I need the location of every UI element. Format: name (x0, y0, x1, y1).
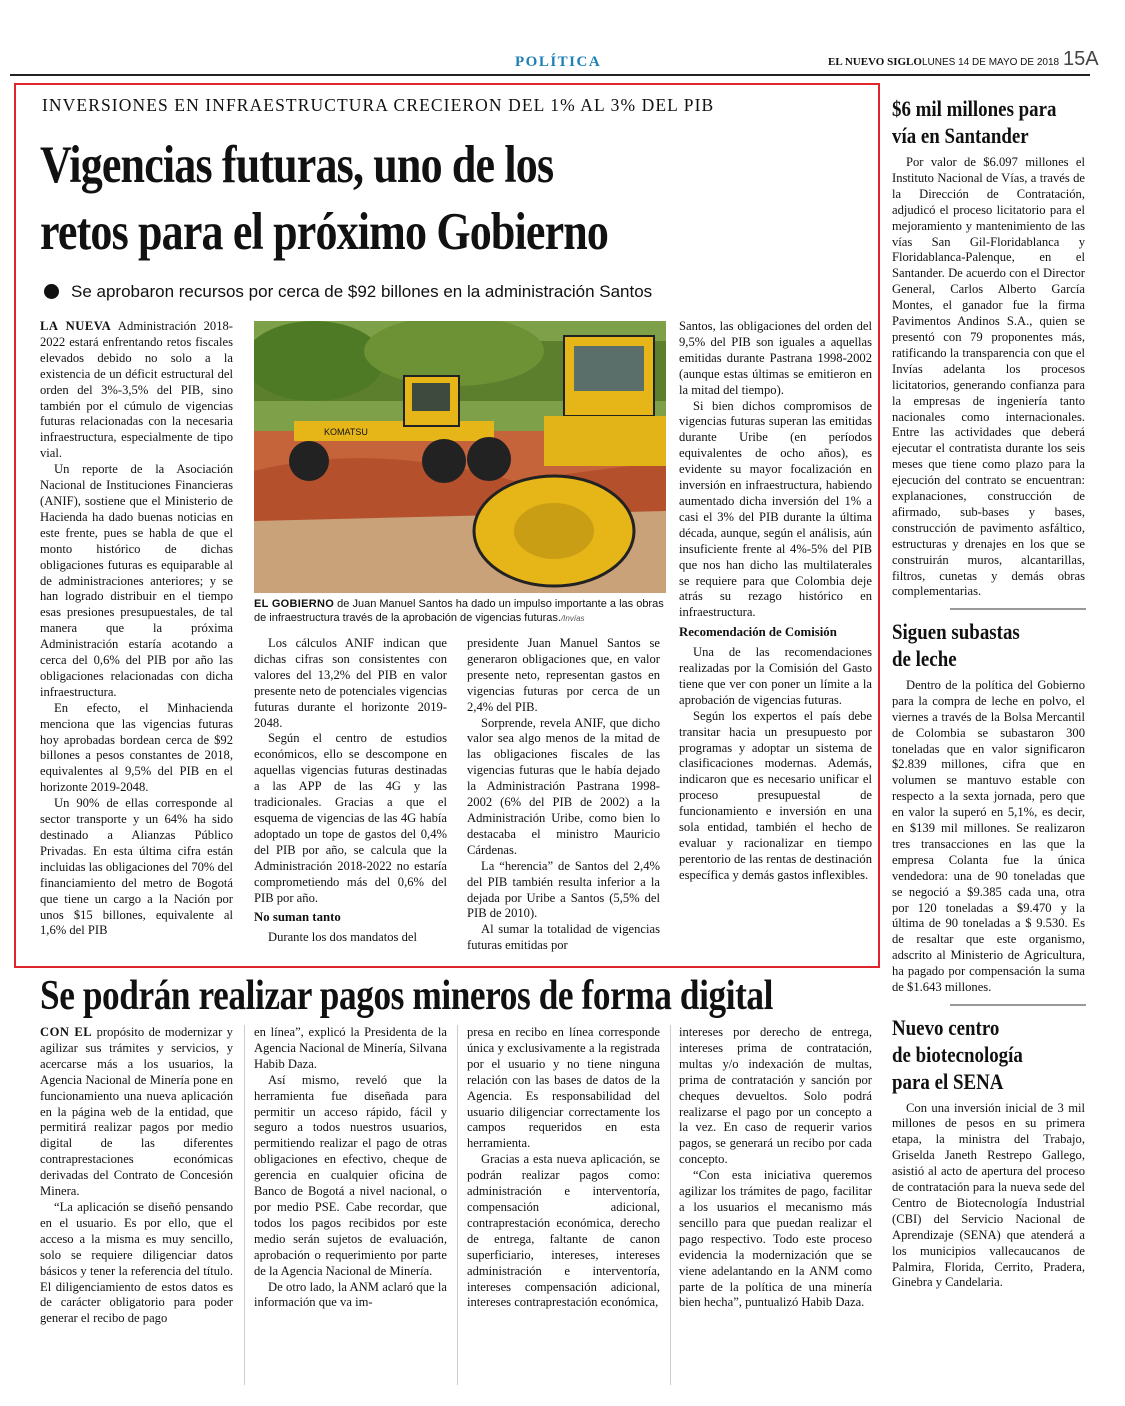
paragraph: Una de las recomendaciones realizadas por la Comisión del Gasto tiene que ver con poner un límite a la aprobación de vigencias futuras. (679, 645, 872, 707)
second-col-3 (467, 1025, 660, 1311)
sidebar-text (892, 678, 1085, 996)
sidebar-headline (892, 1014, 1060, 1095)
paragraph: La “herencia” de Santos del 2,4% del PIB también resulta inferior a la dejada por Uribe a Santos (5,5% del PIB de 2010). (467, 858, 660, 921)
headline-line: para el SENA (892, 1068, 1004, 1094)
second-col-2 (254, 1025, 447, 1311)
photo-caption (254, 597, 666, 626)
section-label: POLÍTICA (515, 54, 602, 70)
main-headline (40, 132, 721, 266)
bullet-icon (44, 284, 59, 299)
sidebar-story-sena (892, 1014, 1087, 1292)
header-rule (10, 74, 1090, 76)
main-headline-line1: Vigencias futuras, uno de los (40, 136, 554, 194)
sidebar-text (892, 155, 1085, 600)
main-col-2 (254, 636, 447, 946)
lead-in: CON EL (40, 1025, 93, 1039)
sidebar-headline (892, 95, 1060, 149)
paragraph: Los cálculos ANIF indican que dichas cifras son consistentes con valores del 13,2% del PIB en valor presente neto de potenciales vigencias futuras durante el horizonte 2019-2048. (254, 636, 447, 730)
sidebar-headline (892, 618, 1060, 672)
publication-name: EL NUEVO SIGLO (828, 56, 922, 68)
sidebar-divider (950, 608, 1086, 610)
second-col-4 (679, 1025, 872, 1311)
paragraph: “Con esta iniciativa queremos agilizar los trámites de pago, facilitar a los usuarios el mecanismo más sencillo para que puedan realizar el pago respectivo. Todo este proceso evidencia la modernización que se viene adelantando en la ANM como parte de la política de una minería bien hecha”, puntualizó Habib Daza. (679, 1168, 872, 1310)
paragraph: Al sumar la totalidad de vigencias futuras emitidas por (467, 922, 660, 953)
photo-credit: /Invías (560, 614, 585, 623)
paragraph: Durante los dos mandatos del (268, 930, 417, 945)
column-divider (244, 1025, 245, 1385)
sidebar-story-leche (892, 618, 1087, 996)
second-headline: Se podrán realizar pagos mineros de forma digital (40, 973, 774, 1019)
main-photo (254, 321, 666, 593)
paragraph: Gracias a esta nueva aplicación, se podrán realizar pagos como: administración e interventoría, compensación adicional, contraprestación económica, derecho de entrega, faltante de canon superficiario, intereses, intereses administración e interventoría, intereses compensación adicional, intereses contraprestación económica, (467, 1152, 660, 1310)
paragraph: Santos, las obligaciones del orden del 9,5% del PIB son iguales a aquellas emitidas durante Pastrana 1998-2002 (aunque estas últimas se emitieron en la mitad del tiempo). (679, 319, 872, 397)
headline-line: de biotecnología (892, 1041, 1023, 1067)
section-subhead: Recomendación de Comisión (679, 625, 837, 640)
paragraph: Con una inversión inicial de 3 mil millones de pesos en su primera etapa, la ministra del Trabajo, Griselda Janeth Restrepo Gallego, asistió al acto de apertura del proceso de contratación para la nueva sede del Centro de Biotecnología Industrial (CBI) del Servicio Nacional de Aprendizaje (SENA) que atenderá a los municipios vallecaucanos de Palmira, Florida, Cerrito, Pradera, Ginebra y Candelaria. (892, 1100, 1085, 1290)
paragraph: Sorprende, revela ANIF, que dicho valor sea algo menos de la mitad de las obligaciones fiscales de las vigencias futuras que le había dejado la Administración Pastrana 1998-2002 (6% del PIB de 2002) a la Administración Uribe, como bien lo destacaba el ministro Mauricio Cárdenas. (467, 715, 660, 857)
main-headline-line2: retos para el próximo Gobierno (40, 203, 609, 261)
section-subhead: No suman tanto (254, 910, 341, 925)
sidebar-divider (950, 1004, 1086, 1006)
paragraph: intereses por derecho de entrega, intereses prima de contratación, multas y/o indexación de multas, prima de contratación y sanción por cheques devueltos. Solo podrá realizarse el pago por un concepto a la vez. En caso de requerir varios pagos, se generará un recibo por cada concepto. (679, 1025, 872, 1167)
paragraph: presidente Juan Manuel Santos se generaron obligaciones que, en valor presente neto, representan gastos en vigencias futuras por cerca de un 2,4% del PIB. (467, 636, 660, 714)
caption-text: de Juan Manuel Santos ha dado un impulso importante a las obras de infraestructura través de la aprobación de vigencias futuras. (254, 598, 664, 624)
paragraph: Dentro de la política del Gobierno para la compra de leche en polvo, el viernes a través de la Bolsa Mercantil de Colombia se subastaron 300 toneladas que en valor significaron $2.839 millones, cifra que en volumen se mantuvo estable con respecto a la sexta jornada, pero que en valor la superó en 5,1%, es decir, en $139 mil millones. Se realizaron tres transacciones en las que la empresa Colanta fue la única vendedora: una de 90 toneladas que se negoció a $9.385 cada una, otra por 120 toneladas a $9.470 y la última de 90 toneladas a $ 9.530. Es de resaltar que este organismo, adscrito al Ministerio de Agricultura, ha pagado por compensación la suma de $1.643 millones. (892, 677, 1085, 995)
road-machinery-illustration (254, 321, 666, 593)
paragraph: Según los expertos el país debe transitar hacia un presupuesto por programas y adoptar un sistema de clasificaciones modernas. Además, indicaron que es necesario unificar el proceso presupuestal de funcionamiento e inversión en una sola entidad, también el hecho de evaluar y racionalizar en tiempo perentorio de las rentas de destinación específica y demás gastos inflexibles. (679, 708, 872, 882)
paragraph: presa en recibo en línea corresponde única y exclusivamente a la registrada por el usuario y no tiene ninguna relación con las bases de datos de la Agencia. Es responsabilidad del usuario diligenciar correctamente los campos requeridos en esta herramienta. (467, 1025, 660, 1151)
main-kicker: INVERSIONES EN INFRAESTRUCTURA CRECIERON DEL 1% AL 3% DEL PIB (42, 95, 715, 115)
main-col-4 (679, 319, 872, 884)
main-col-3 (467, 636, 660, 954)
column-divider (670, 1025, 671, 1385)
paragraph: Si bien dichos compromisos de vigencias futuras superan las emitidas durante Uribe (en períodos equivalentes de ocho años), es evidente su mayor focalización en inversión en infraestructura, habiendo aumentado dicha inversión del 1% a casi el 3% del PIB durante la última década, aunque, según el análisis, aún insuficiente frente al 4%-5% del PIB que nos han dicho las multilaterales se requiere para que Colombia deje atrás su rezago histórico en infraestructura. (679, 398, 872, 620)
machine-brand: KOMATSU (324, 427, 368, 437)
paragraph: Así mismo, reveló que la herramienta fue diseñada para permitir un acceso rápido, fácil y seguro a todos nuestros usuarios, permitiendo realizar el pago de otras obligaciones en efectivo, cheque de gerencia en cualquier oficina de Banco de Bogotá a nivel nacional, o por medio PSE. Cabe recordar, que todos los pagos recibidos por este medio serán sujetos de evaluación, aprobación o requerimiento por parte de la Agencia Nacional de Minería. (254, 1072, 447, 1278)
paragraph: Un 90% de ellas corresponde al sector transporte y un 64% ha sido destinado a Alianzas Público Privadas. En esta última cifra están incluidas las obligaciones del 70% del financiamiento del metro de Bogotá que tiene un cargo a la Nación por unos $15 billones, equivalente al 1,6% del PIB (40, 796, 233, 938)
lead-in: LA NUEVA (40, 319, 112, 333)
headline-line: vía en Santander (892, 123, 1029, 148)
paragraph: En efecto, el Minhacienda menciona que las vigencias futuras hoy aprobadas bordean cerca de $92 billones a pesos constantes de 2018, equivalentes al 9,5% del PIB en el horizonte 2019-2048. (40, 700, 233, 795)
paragraph: Administración 2018-2022 estará enfrentando retos fiscales elevados debido no solo a la existencia de un déficit estructural del orden del 3%-3,5% del PIB, sino también por el cúmulo de vigencias futuras relacionadas con la necesaria infraestructura, especialmente de tipo vial. (40, 319, 233, 461)
main-col-1 (40, 319, 233, 939)
sidebar (892, 95, 1087, 1291)
sidebar-story-santander (892, 95, 1087, 600)
headline-line: Nuevo centro (892, 1014, 1000, 1040)
headline-line: de leche (892, 645, 957, 671)
paragraph: Según el centro de estudios económicos, ello se descompone en aquellas vigencias futuras destinadas a las APP de las 4G y las tradicionales. Gracias a que el esquema de vigencias de las 4G había adoptado un tope de gastos del 0,4% del PIB por año, se calcula que la Administración 2018-2022 no estaría comprometiendo más del 0,6% del PIB por año. (254, 731, 447, 905)
paragraph: Por valor de $6.097 millones el Instituto Nacional de Vías, a través de la Dirección de Contratación, adjudicó el proceso licitatorio para el mejoramiento y mantenimiento de las vías San Gil-Floridablanca y Floridablanca-Palenque, en el Santander. De acuerdo con el Director General, Carlos Alberto García Montes, el ganador fue la firma Pavimentos Andinos S.A., quien se presentó con 79 proponentes más, ratificando la transparencia con que el Invías adelanta los procesos licitatorios, generando confianza para la empresas de ingeniería tanto nacionales como internacionales. Entre las actividades que deberá ejecutar el contratista durante los seis meses que tiene como plazo para la ejecución del contrato se encuentran: explanaciones, construcción de afirmado, sub-bases y bases, construcción de pavimento asfáltico, estructuras y drenajes en los que se construirán muros, alcantarillas, filtros, cunetas y demás obras complementarias. (892, 155, 1085, 599)
paragraph: De otro lado, la ANM aclaró que la información que va im- (254, 1279, 447, 1310)
main-subhead (44, 282, 652, 302)
headline-line: Siguen subastas (892, 618, 1020, 644)
page-number: 15A (1063, 48, 1099, 70)
column-divider (457, 1025, 458, 1385)
caption-lead: EL GOBIERNO (254, 598, 335, 610)
publication-date: LUNES 14 DE MAYO DE 2018 (922, 57, 1060, 68)
paragraph: “La aplicación se diseñó pensando en el usuario. Es por ello, que el acceso a la misma es muy sencillo, solo se requiere diligenciar datos básicos y tener la referencia del título. El diligenciamiento de estos datos es de carácter obligatorio para poder generar el recibo de pago (40, 1199, 233, 1326)
paragraph: en línea”, explicó la Presidenta de la Agencia Nacional de Minería, Silvana Habib Daza. (254, 1025, 447, 1071)
second-col-1 (40, 1025, 233, 1327)
headline-line: $6 mil millones para (892, 96, 1057, 121)
paragraph: propósito de modernizar y agilizar sus trámites y servicios, y acercarse más a los usuarios, la Agencia Nacional de Minería pone en funcionamiento una nueva aplicación en la página web de la entidad, que permitirá realizar pagos por medio digital de las diferentes contraprestaciones económicas derivadas del Contrato de Concesión Minera. (40, 1025, 233, 1199)
main-subhead-text: Se aprobaron recursos por cerca de $92 billones en la administración Santos (71, 282, 653, 301)
paragraph: Un reporte de la Asociación Nacional de Instituciones Financieras (ANIF), sostiene que el Ministerio de Hacienda ha dado buenas noticias en este frente, pues se habla de que el monto histórico de dichas obligaciones futuras es equiparable al de administraciones anteriores; y se han logrado distribuir en el tiempo esas presiones presupuestales, de tal manera que la próxima Administración estaría acotando a cerca del 0,6% del PIB por año las obligaciones relacionadas con dicha infraestructura. (40, 462, 233, 699)
sidebar-text (892, 1101, 1085, 1292)
